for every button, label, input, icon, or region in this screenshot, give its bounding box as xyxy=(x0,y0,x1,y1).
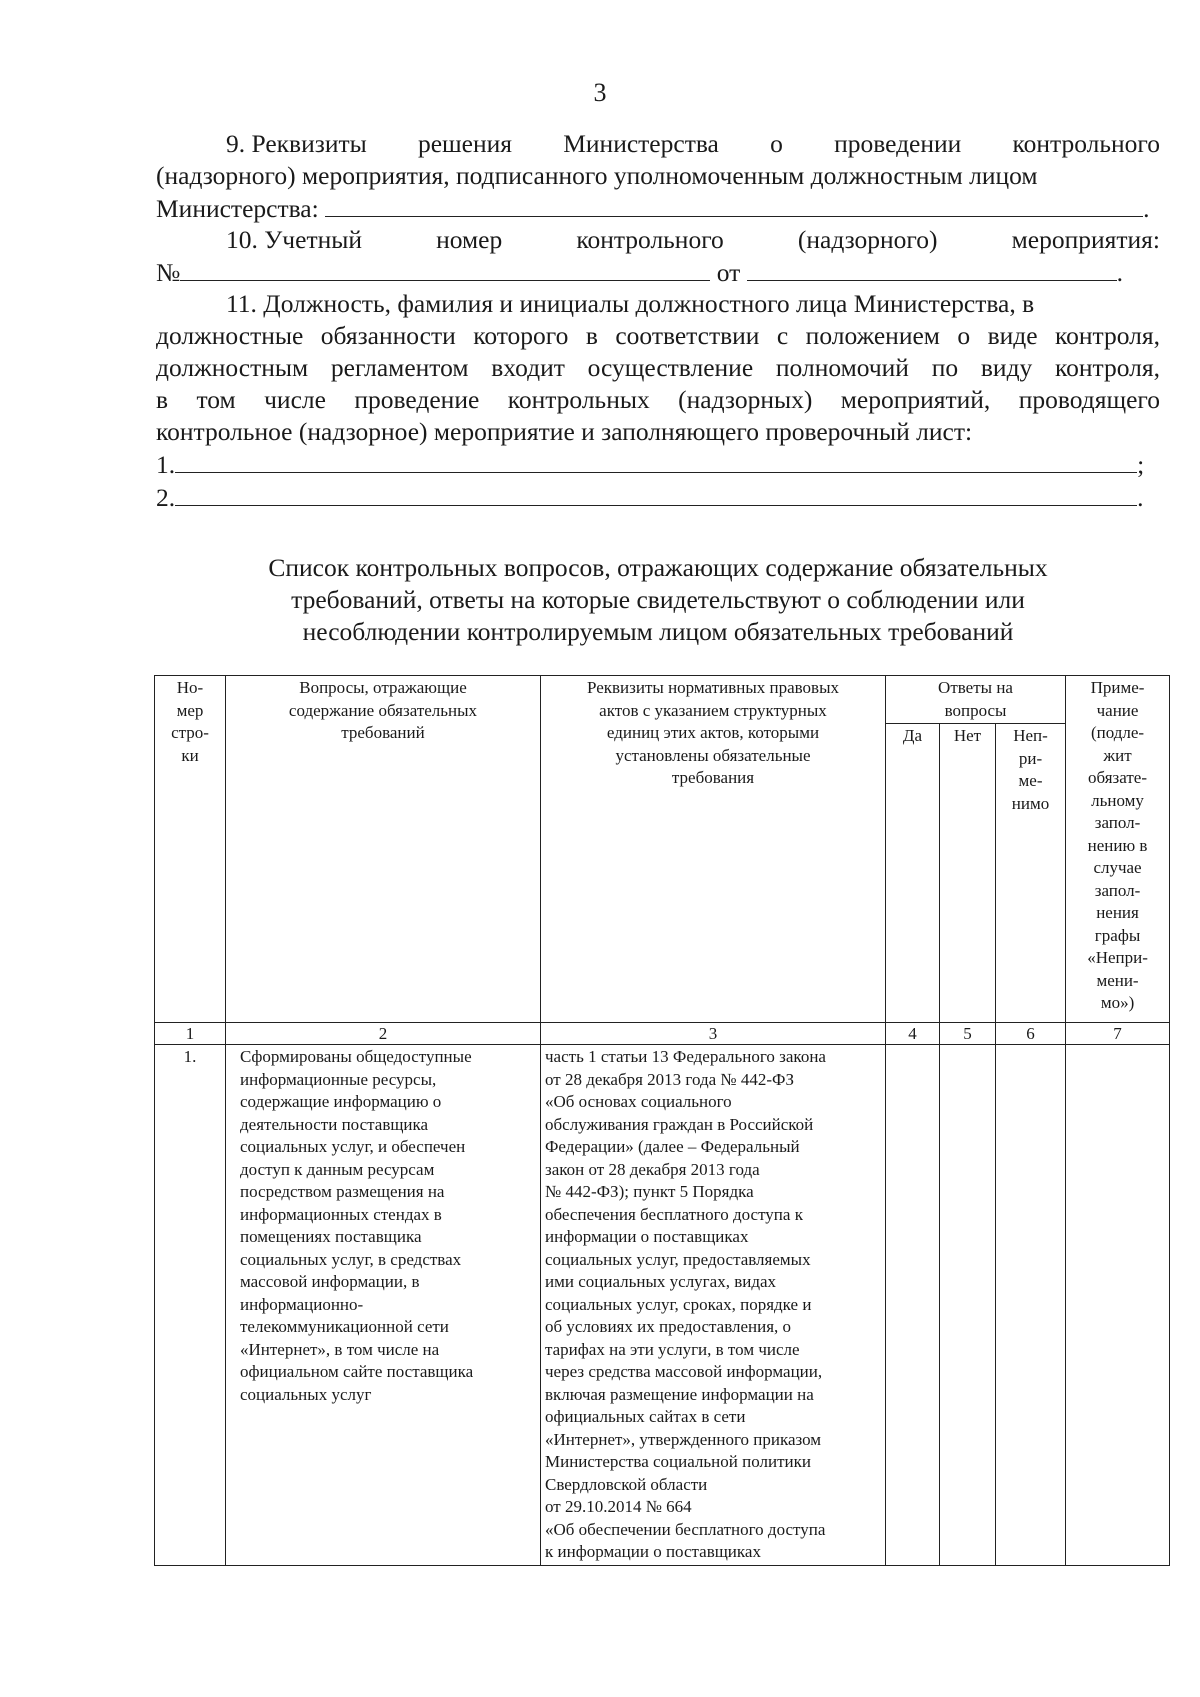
item-10-word: (надзорного) xyxy=(797,225,938,254)
item-9-word: 9. Реквизиты xyxy=(226,129,367,158)
header-requisites: Реквизиты нормативных правовых актов с указанием структурных единиц этих актов, которыми установлены обязательные требования xyxy=(541,676,886,1023)
table-row xyxy=(155,1045,1170,1566)
item-9-word: проведении xyxy=(834,129,962,158)
table-header-row-1 xyxy=(155,676,1170,724)
entry-label: 1. xyxy=(156,450,176,479)
column-number: 5 xyxy=(940,1023,996,1045)
item-11-line-4: в том числе проведение контрольных (надзорных) мероприятий, проводящего xyxy=(156,385,1160,414)
item-10-word: 10. Учетный xyxy=(226,225,363,254)
checklist-table xyxy=(154,675,1170,1566)
item-11-line-1: 11. Должность, фамилия и инициалы должностного лица Министерства, в xyxy=(226,289,1035,318)
question-text: Сформированы общедоступные информационные ресурсы, содержащие информацию о деятельности поставщика социальных услуг, и обеспечен доступ к данным ресурсам посредством размещения на информационных стендах в помещениях поставщика социальных услуг, в средствах массовой информации, в информационно- телекоммуникационной сети «Интернет», в том числе на официальном сайте поставщика социальных услуг xyxy=(226,1045,541,1566)
header-questions: Вопросы, отражающие содержание обязательных требований xyxy=(226,676,541,1023)
page-number: 3 xyxy=(593,78,607,107)
item-11-line-5: контрольное (надзорное) мероприятие и заполняющего проверочный лист: xyxy=(156,417,973,446)
column-number: 4 xyxy=(886,1023,940,1045)
item-10-end: . xyxy=(1116,258,1124,287)
column-number: 6 xyxy=(996,1023,1066,1045)
item-11-line-3: должностным регламентом входит осуществление полномочий по виду контроля, xyxy=(156,353,1160,382)
item-9 xyxy=(156,128,1160,225)
header-not-applicable: Неп- ри- ме- нимо xyxy=(996,724,1066,1023)
header-row-number: Но- мер стро- ки xyxy=(155,676,226,1023)
answer-no-cell[interactable] xyxy=(940,1045,996,1566)
item-11-line-2: должностные обязанности которого в соответствии с положением о виде контроля, xyxy=(156,321,1160,350)
item-10-date-field[interactable] xyxy=(747,256,1117,281)
section-title xyxy=(156,552,1160,648)
item-9-line-2: (надзорного) мероприятия, подписанного уполномоченным должностным лицом xyxy=(156,161,1038,190)
item-9-word: контрольного xyxy=(1012,129,1160,158)
item-10-word: номер xyxy=(436,225,503,254)
column-number: 1 xyxy=(155,1023,226,1045)
header-note: Приме- чание (подле- жит обязате- льному запол- нению в случае запол- нения графы «Непри- мени- мо») xyxy=(1066,676,1170,1023)
header-no: Нет xyxy=(940,724,996,1023)
item-10-word: контрольного xyxy=(576,225,724,254)
item-10-from-label: от xyxy=(716,258,741,287)
item-11-entry-2 xyxy=(156,481,1160,514)
item-10-number-field[interactable] xyxy=(180,256,710,281)
answer-not-applicable-cell[interactable] xyxy=(996,1045,1066,1566)
item-9-word: о xyxy=(770,129,783,158)
entry-label: 2. xyxy=(156,483,176,512)
item-10-word: мероприятия: xyxy=(1011,225,1160,254)
item-9-blank-field[interactable] xyxy=(325,192,1143,217)
column-number: 2 xyxy=(226,1023,541,1045)
note-cell[interactable] xyxy=(1066,1045,1170,1566)
column-number: 3 xyxy=(541,1023,886,1045)
official-1-field[interactable] xyxy=(175,448,1137,473)
item-9-line-1 xyxy=(156,128,1160,160)
entry-end: . xyxy=(1137,483,1144,512)
section-title-line: требований, ответы на которые свидетельствуют о соблюдении или xyxy=(291,585,1025,614)
item-9-ministry-label: Министерства: xyxy=(156,194,319,223)
row-number: 1. xyxy=(155,1045,226,1566)
item-9-line-3 xyxy=(156,192,1160,225)
requisites-text: часть 1 статьи 13 Федерального закона от 28 декабря 2013 года № 442-ФЗ «Об основах социального обслуживания граждан в Российской Федерации» (далее – Федеральный закон от 28 декабря 2013 года № 442-ФЗ); пункт 5 Порядка обеспечения бесплатного доступа к информации о поставщиках социальных услуг, предоставляемых ими социальных услугах, видах социальных услуг, сроках, порядке и об условиях их предоставления, о тарифах на эти услуги, в том числе через средства массовой информации, включая размещение информации на официальных сайтах в сети «Интернет», утвержденного приказом Министерства социальной политики Свердловской области от 29.10.2014 № 664 «Об обеспечении бесплатного доступа к информации о поставщиках xyxy=(541,1045,886,1566)
section-title-line: несоблюдении контролируемым лицом обязательных требований xyxy=(302,617,1014,646)
item-9-word: решения xyxy=(417,129,513,158)
item-10-line-1 xyxy=(156,224,1160,256)
item-10-line-2 xyxy=(156,256,1160,289)
section-title-line: Список контрольных вопросов, отражающих содержание обязательных xyxy=(268,553,1048,582)
official-2-field[interactable] xyxy=(175,481,1137,506)
answer-yes-cell[interactable] xyxy=(886,1045,940,1566)
header-answers: Ответы на вопросы xyxy=(886,676,1066,724)
item-11 xyxy=(156,288,1160,514)
column-number-row xyxy=(155,1023,1170,1045)
header-yes: Да xyxy=(886,724,940,1023)
column-number: 7 xyxy=(1066,1023,1170,1045)
item-9-end: . xyxy=(1143,194,1150,223)
item-10 xyxy=(156,224,1160,289)
number-sign: № xyxy=(156,258,181,287)
entry-end: ; xyxy=(1137,450,1145,479)
item-9-word: Министерства xyxy=(563,129,719,158)
item-11-entry-1 xyxy=(156,448,1160,481)
